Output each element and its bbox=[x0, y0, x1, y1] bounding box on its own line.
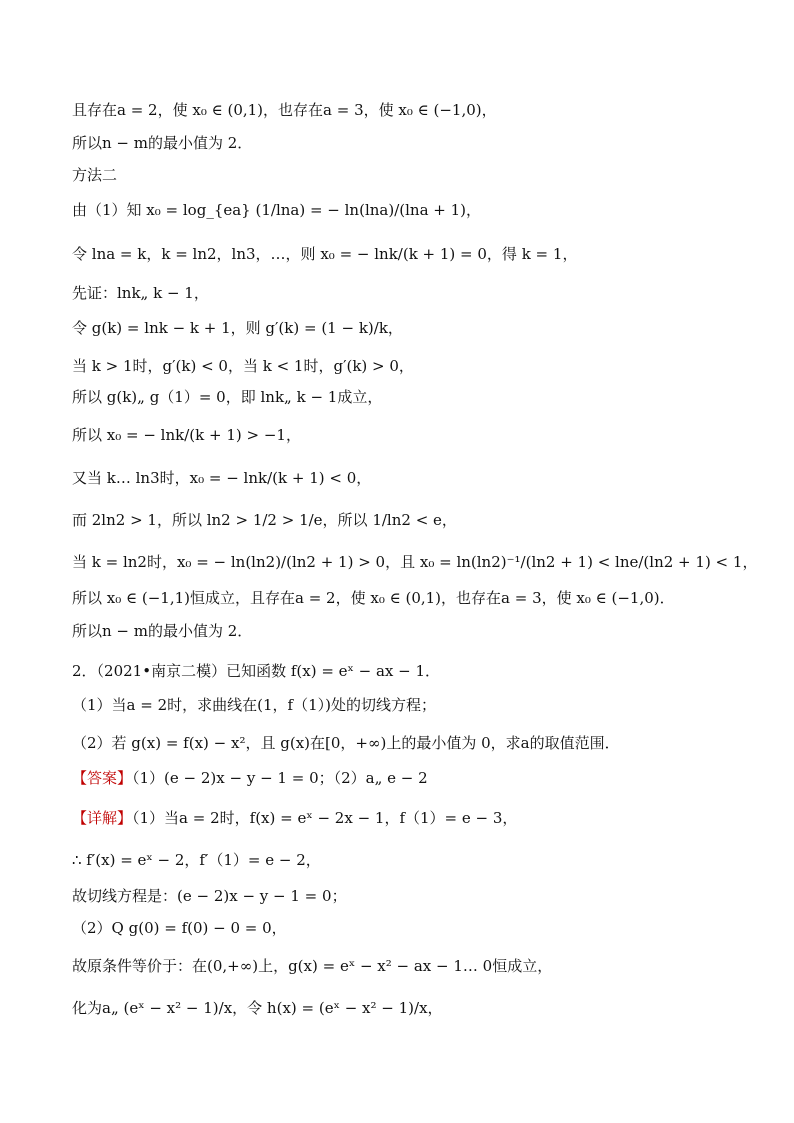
problem-part-2: （2）若 g(x) = f(x) − x²，且 g(x)在[0，+∞)上的最小值为 0，求a的取值范围． bbox=[72, 734, 620, 752]
text-line: 先证：lnk„ k − 1， bbox=[72, 284, 209, 302]
text-line: 当 k > 1时，g′(k) < 0，当 k < 1时，g′(k) > 0， bbox=[72, 357, 414, 375]
text-line: 故原条件等价于：在(0,+∞)上，g(x) = eˣ − x² − ax − 1… 0恒成立， bbox=[72, 957, 553, 975]
text-line: 当 k = ln2时，x₀ = − ln(ln2)/(ln2 + 1) > 0，且 x₀ = ln(ln2)⁻¹/(ln2 + 1) < lne/(ln2 + 1) < 1， bbox=[72, 553, 758, 571]
text-line: 所以n − m的最小值为 2． bbox=[72, 622, 253, 640]
label-bracket: 【详解】 bbox=[72, 809, 133, 827]
text-line: （2）Q g(0) = f(0) − 0 = 0， bbox=[72, 919, 287, 937]
text-line: 所以 x₀ ∈ (−1,1)恒成立，且存在a = 2，使 x₀ ∈ (0,1)，也存在a = 3，使 x₀ ∈ (−1,0)． bbox=[72, 589, 675, 607]
text-line: 且存在a = 2，使 x₀ ∈ (0,1)，也存在a = 3，使 x₀ ∈ (−1,0)， bbox=[72, 101, 497, 119]
text-line: 所以 x₀ = − lnk/(k + 1) > −1， bbox=[72, 426, 301, 444]
text-line: ∴ f′(x) = eˣ − 2，f′（1）= e − 2， bbox=[72, 851, 321, 869]
text-line: 所以 g(k)„ g（1）= 0，即 lnk„ k − 1成立， bbox=[72, 388, 383, 406]
text-line: 而 2ln2 > 1，所以 ln2 > 1/2 > 1/e，所以 1/ln2 < e， bbox=[72, 511, 457, 529]
answer-line: 【答案】（1）(e − 2)x − y − 1 = 0；（2）a„ e − 2 bbox=[72, 769, 428, 787]
problem-statement: 2．（2021•南京二模）已知函数 f(x) = eˣ − ax − 1． bbox=[72, 662, 441, 680]
text-line: 又当 k… ln3时，x₀ = − lnk/(k + 1) < 0， bbox=[72, 469, 372, 487]
text-line: 所以n − m的最小值为 2． bbox=[72, 134, 253, 152]
section-heading: 方法二 bbox=[72, 166, 118, 184]
problem-part-1: （1）当a = 2时，求曲线在(1，f（1）)处的切线方程； bbox=[72, 696, 436, 714]
text-line: 化为a„ (eˣ − x² − 1)/x，令 h(x) = (eˣ − x² − 1)/x， bbox=[72, 999, 443, 1017]
label-bracket: 【答案】 bbox=[72, 769, 133, 787]
text-line: 令 g(k) = lnk − k + 1，则 g′(k) = (1 − k)/k， bbox=[72, 319, 403, 337]
text-line: 令 lna = k，k = ln2，ln3，…，则 x₀ = − lnk/(k + 1) = 0，得 k = 1， bbox=[72, 245, 578, 263]
text-line: 由（1）知 x₀ = log_{ea} (1/lna) = − ln(lna)/(lna + 1)， bbox=[72, 201, 482, 219]
text-line: 故切线方程是：(e − 2)x − y − 1 = 0； bbox=[72, 887, 347, 905]
solution-line: 【详解】（1）当a = 2时，f(x) = eˣ − 2x − 1，f（1）= e − 3， bbox=[72, 809, 518, 827]
